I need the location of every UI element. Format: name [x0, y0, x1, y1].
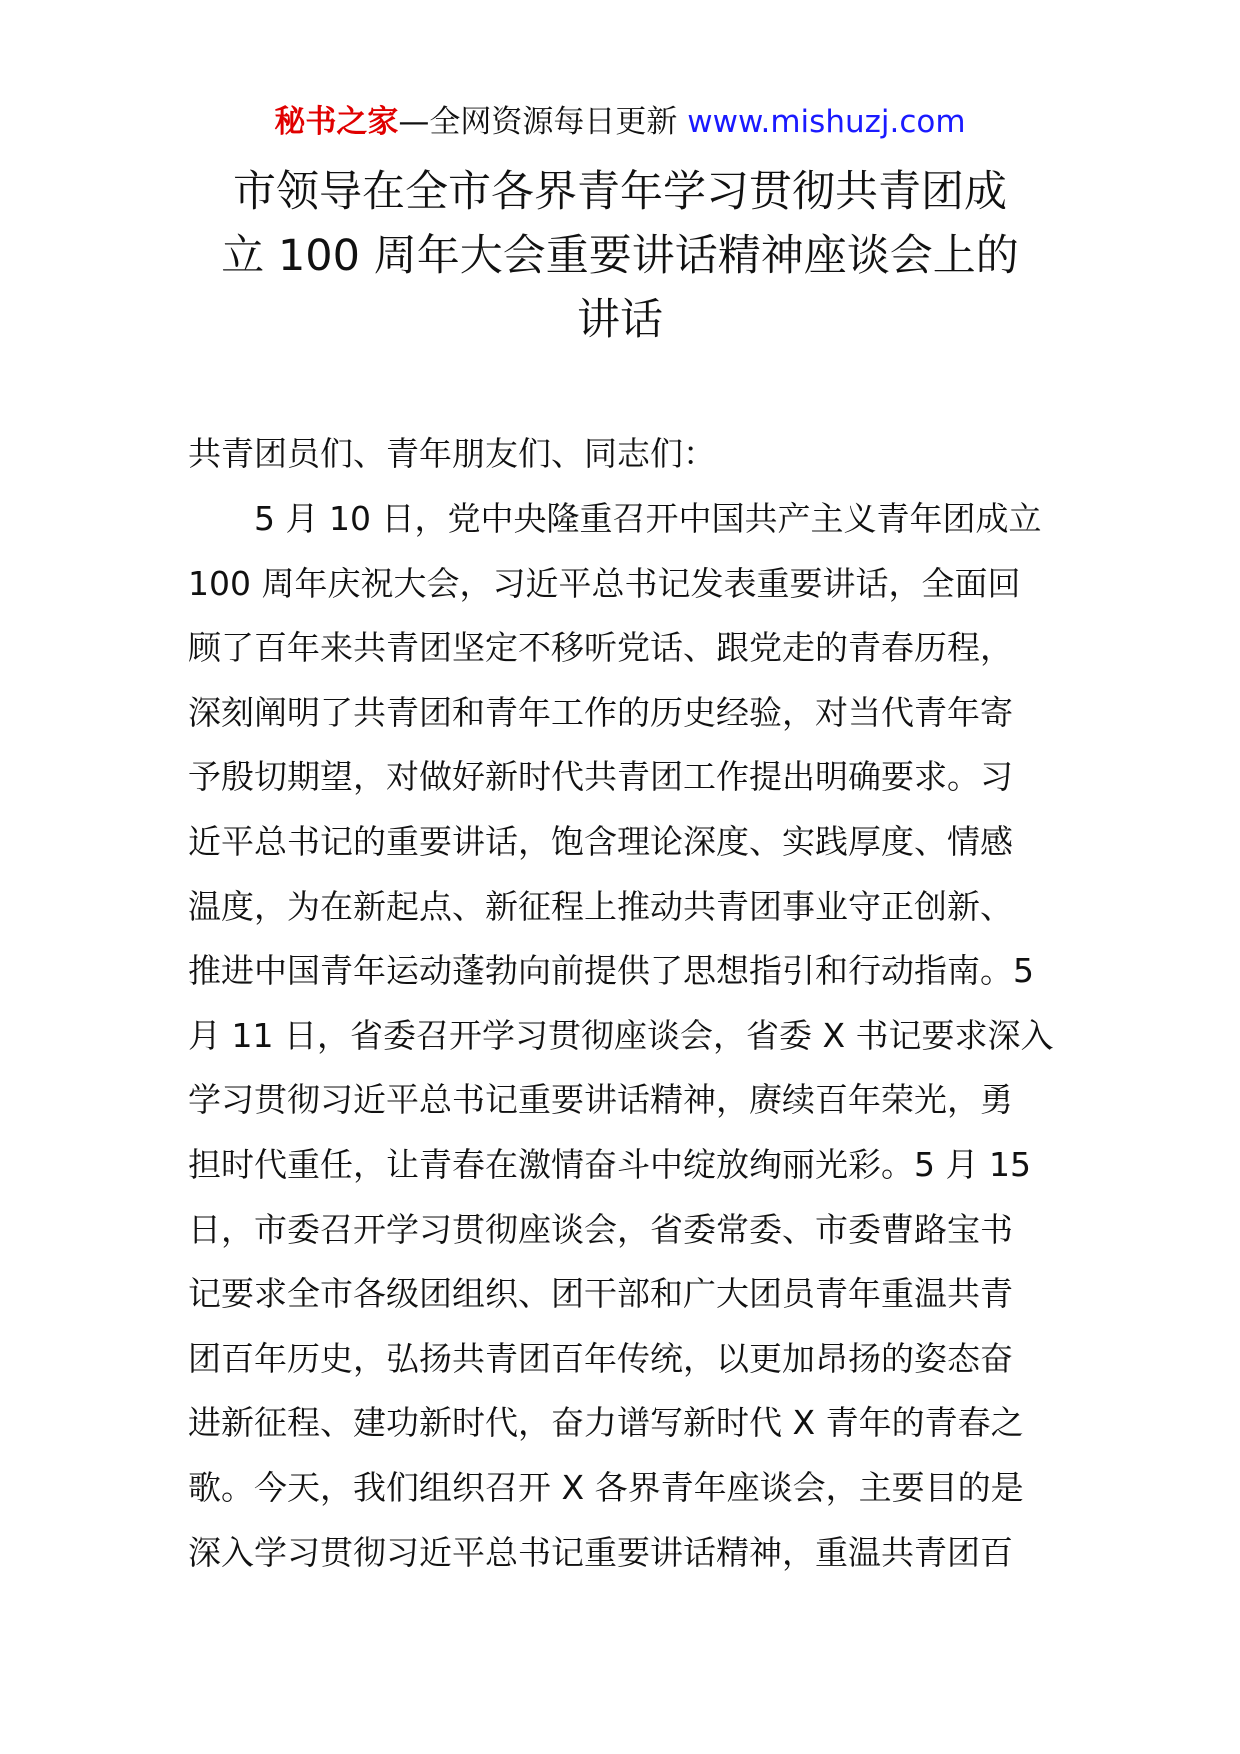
body-paragraph — [188, 487, 1058, 1585]
site-header — [0, 100, 1240, 144]
paragraph-line: 记要求全市各级团组织、团干部和广大团员青年重温共青 — [188, 1274, 1013, 1314]
paragraph-line: 担时代重任，让青春在激情奋斗中绽放绚丽光彩。5 月 15 — [188, 1144, 1031, 1184]
paragraph-line: 歌。今天，我们组织召开 X 各界青年座谈会，主要目的是 — [188, 1467, 1024, 1507]
paragraph-line: 日，市委召开学习贯彻座谈会，省委常委、市委曹路宝书 — [188, 1209, 1013, 1249]
paragraph-line: 温度，为在新起点、新征程上推动共青团事业守正创新、 — [188, 886, 1013, 926]
paragraph-line: 予殷切期望，对做好新时代共青团工作提出明确要求。习 — [188, 757, 1013, 797]
paragraph-line: 学习贯彻习近平总书记重要讲话精神，赓续百年荣光，勇 — [188, 1080, 1013, 1120]
title-line: 市领导在全市各界青年学习贯彻共青团成 — [233, 167, 1007, 217]
paragraph-line: 月 11 日，省委召开学习贯彻座谈会，省委 X 书记要求深入 — [188, 1015, 1054, 1055]
paragraph-line: 5 月 10 日，党中央隆重召开中国共产主义青年团成立 — [254, 499, 1042, 538]
title-line: 讲话 — [577, 295, 663, 345]
site-url-link[interactable]: www.mishuzj.com — [687, 104, 966, 140]
paragraph-line: 深入学习贯彻习近平总书记重要讲话精神，重温共青团百 — [188, 1532, 1013, 1572]
paragraph-line: 进新征程、建功新时代，奋力谱写新时代 X 青年的青春之 — [188, 1403, 1024, 1443]
title-line: 立 100 周年大会重要讲话精神座谈会上的 — [221, 231, 1019, 281]
paragraph-line: 推进中国青年运动蓬勃向前提供了思想指引和行动指南。5 — [188, 951, 1034, 991]
paragraph-line: 近平总书记的重要讲话，饱含理论深度、实践厚度、情感 — [188, 821, 1013, 861]
salutation: 共青团员们、青年朋友们、同志们： — [188, 434, 716, 473]
paragraph-line: 团百年历史，弘扬共青团百年传统，以更加昂扬的姿态奋 — [188, 1338, 1013, 1378]
header-tagline: —全网资源每日更新 — [398, 104, 678, 140]
paragraph-line: 顾了百年来共青团坚定不移听党话、跟党走的青春历程， — [188, 628, 1013, 668]
paragraph-line: 深刻阐明了共青团和青年工作的历史经验，对当代青年寄 — [188, 692, 1013, 732]
brand-name: 秘书之家 — [274, 104, 399, 140]
document-title — [160, 160, 1080, 352]
paragraph-line: 100 周年庆祝大会，习近平总书记发表重要讲话，全面回 — [188, 563, 1021, 603]
